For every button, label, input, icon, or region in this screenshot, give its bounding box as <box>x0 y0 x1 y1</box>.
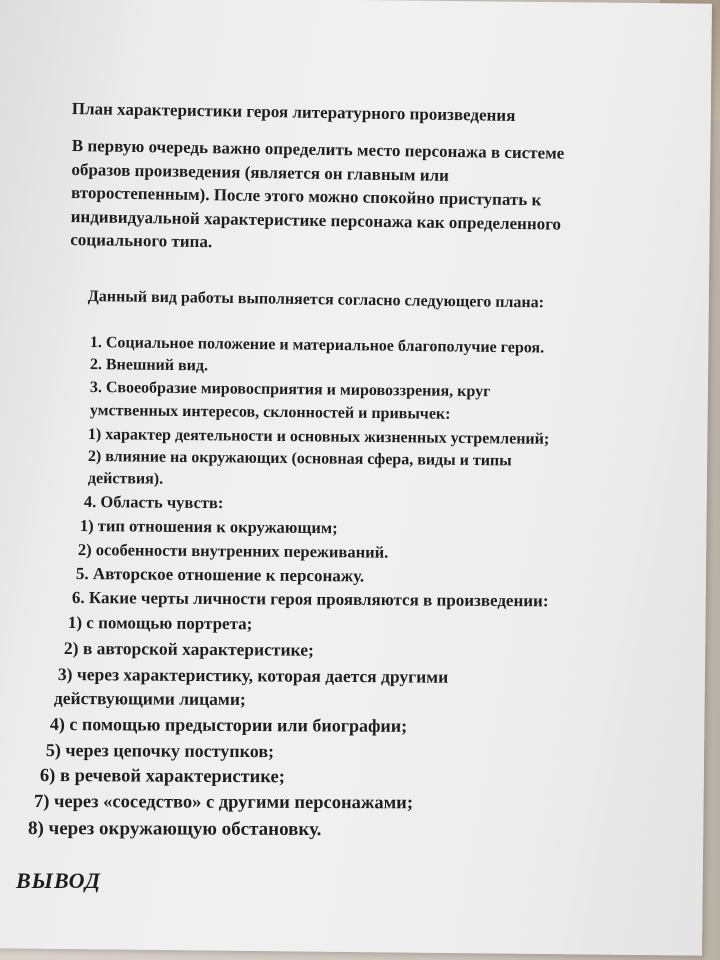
plan-item: 7) через «соседство» с другими персонажами; <box>33 792 414 814</box>
plan-item: 5) через цепочку поступков; <box>45 740 275 762</box>
intro-line: В первую очередь важно определить место персонажа в системе <box>71 135 565 163</box>
plan-item: 6) в речевой характеристике; <box>39 766 285 788</box>
intro-paragraph <box>70 134 682 261</box>
plan-item: 1) тип отношения к окружающим; <box>79 516 338 538</box>
plan-item: 8) через окружающую обстановку. <box>27 818 322 841</box>
plan-item: 1) с помощью портрета; <box>67 613 253 634</box>
plan-item: 1) характер деятельности и основных жизненных устремлений; <box>87 426 550 448</box>
plan-item: 2) особенности внутренних переживаний. <box>77 540 389 562</box>
plan-item: 5. Авторское отношение к персонажу. <box>75 564 365 586</box>
plan-item: умственных интересов, склонностей и привычек: <box>89 402 451 423</box>
intro-line: второстепенным). После этого можно спокойно приступать к <box>70 182 542 210</box>
document-title: План характеристики героя литературного произведения <box>71 98 516 125</box>
plan-item: 2) в авторской характеристике; <box>63 638 314 660</box>
plan-item: 4. Область чувств: <box>83 492 224 513</box>
plan-lead-text: Данный вид работы выполняется согласно следующего плана: <box>87 287 545 312</box>
plan-item: 3. Своеобразие мировосприятия и мировоззрения, круг <box>89 379 491 401</box>
plan-item: 3) через характеристику, которая дается другими <box>57 664 449 687</box>
plan-item: 6. Какие черты личности героя проявляются в произведении: <box>71 588 549 611</box>
intro-line: образов произведения (является он главным или <box>71 159 450 185</box>
plan-item: 4) с помощью предыстории или биографии; <box>49 714 408 736</box>
intro-line: социального типа. <box>70 229 213 252</box>
plan-item: 2) влияние на окружающих (основная сфера, виды и типы <box>87 448 512 470</box>
intro-line: индивидуальной характеристике персонажа как определенного <box>70 206 562 234</box>
conclusion-heading: ВЫВОД <box>16 868 102 893</box>
plan-item: 2. Внешний вид. <box>89 356 209 375</box>
plan-item: действующими лицами; <box>53 688 246 710</box>
plan-item: 1. Социальное положение и материальное благополучие героя. <box>89 334 545 357</box>
plan-item: действия). <box>87 470 164 488</box>
